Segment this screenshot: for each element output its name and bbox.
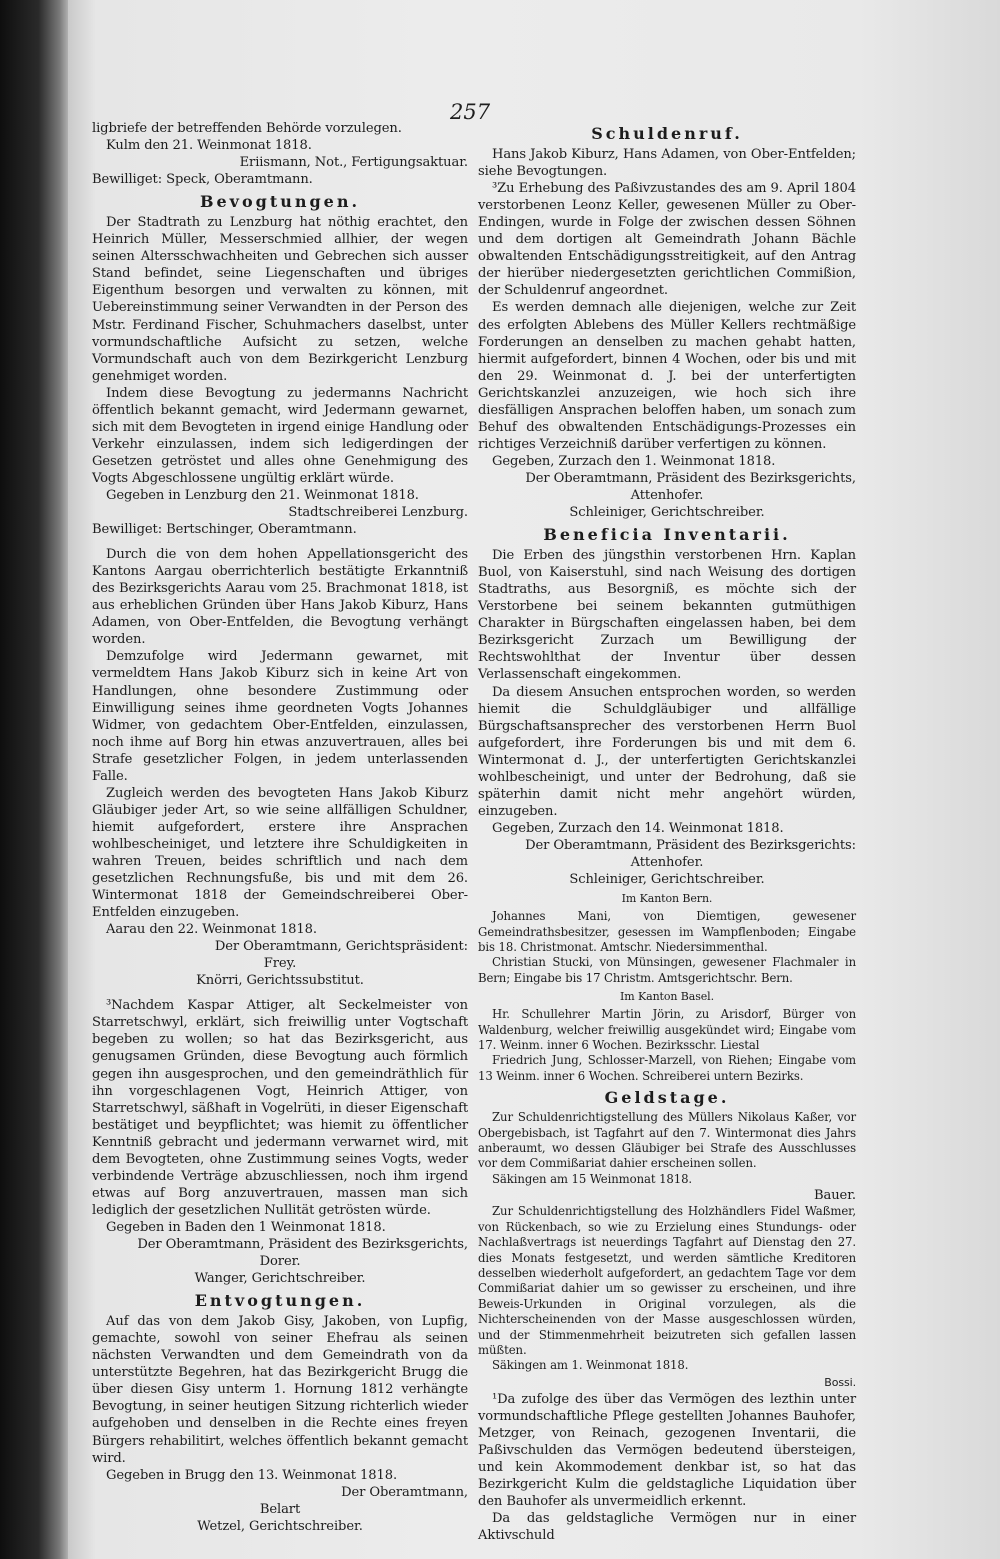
- text-line: ligbriefe der betreffenden Behörde vorzulegen.: [92, 121, 402, 136]
- notice-entry: Johannes Mani, von Diemtigen, gewesener Gemeindrathsbesitzer, gesessen im Wampflenboden; Eingabe bis 18. Christmonat. Amtschr. Niedersimmenthal.: [478, 909, 856, 954]
- notice-entry: Säkingen am 15 Weinmonat 1818.: [492, 1171, 693, 1186]
- spacer: [92, 538, 468, 546]
- paragraph: Auf das von dem Jakob Gisy, Jakoben, von Lupfig, gemachte, sowohl von seiner Ehefrau als seinen nächsten Verwandten und dem Gemeindrath von da unterstützte Begehren, hat das Bezirkgericht Brugg die über diesen Gisy unterm 1. Hornung 1812 verhängte Bevogtung, in seiner heutigen Sitzung richterlich wieder aufgehoben und denselben in die Rechte eines freyen Bürgers rehabilitirt, welches öffentlich bekannt gemacht wird.: [92, 1314, 468, 1466]
- paragraph: Gegeben, Zurzach den 1. Weinmonat 1818.: [492, 453, 776, 469]
- left-column: [92, 120, 468, 1535]
- section-heading: Bevogtungen.: [199, 192, 361, 212]
- notice-entry: Zur Schuldenrichtigstellung des Holzhändlers Fidel Waßmer, von Rückenbach, so wie zu Erzielung eines Stundungs- oder Nachlaßvertrags ist neuerdings Tagfahrt auf Dienstag den 27. dies Monats festgesetzt, und werden sämtliche Kreditoren desselben wiederholt aufgefordert, an gedachtem Tage vor dem Commißariat dahier um so gewisser zu erscheinen, und ihre Beweis-Urkunden in Original vorzulegen, als die Nichterscheinenden von der Masse ausgeschlossen würden, und der Stimmenmehrheit beizutreten sich gefallen lassen müßten.: [478, 1204, 856, 1357]
- paragraph: Gegeben in Brugg den 13. Weinmonat 1818.: [106, 1467, 398, 1483]
- section-heading: Schuldenruf.: [591, 124, 743, 143]
- signature-line: Dorer.: [259, 1254, 301, 1270]
- notice-entry: Hr. Schullehrer Martin Jörin, zu Arisdorf, Bürger von Waldenburg, welcher freiwillig ausgekündet wird; Eingabe vom 17. Weinm. inner 6 Wochen. Bezirksschr. Liestal: [478, 1007, 856, 1052]
- right-column: [478, 120, 856, 1544]
- page-number: 257: [450, 100, 491, 124]
- signature-line: Frey.: [263, 956, 297, 972]
- signature-line: Attenhofer.: [630, 854, 704, 870]
- section-heading: Geldstage.: [604, 1088, 730, 1108]
- paragraph: Da diesem Ansuchen entsprochen worden, so werden hiemit die Schuldgläubiger und allfällige Bürgschaftsansprecher des verstorbenen Herrn Buol aufgefordert, ihre Forderungen bis und mit dem 6. Wintermonat d. J., der unterfertigten Gerichtskanzlei wohlbescheinigt, und unter der Bedrohung, daß sie späterhin damit nicht mehr angehört würden, einzugeben.: [478, 684, 856, 819]
- paragraph: Gegeben, Zurzach den 14. Weinmonat 1818.: [492, 820, 784, 836]
- paragraph: ³Zu Erhebung des Paßivzustandes des am 9. April 1804 verstorbenen Leonz Keller, gewesenen Müller zu Ober-Endingen, wurde in Folge der zwischen dessen Söhnen und dem dortigen alt Gemeindrath Johann Bächle obwaltenden Entschädigungsstreitigkeit, auf den Antrag der hierüber niedergesetzten gerichtlichen Commißion, der Schuldenruf angeordnet.: [478, 181, 856, 299]
- signature-line: Eriismann, Not., Fertigungsaktuar.: [239, 155, 468, 171]
- signature-line: Attenhofer.: [630, 487, 704, 503]
- paragraph: Die Erben des jüngsthin verstorbenen Hrn. Kaplan Buol, von Kaiserstuhl, sind nach Weisung des dortigen Stadtraths, aus Besorgniß, es möchte sich der Verstorbene bei seinem bekannten gutmüthigen Charakter in Bürgschaften eingelassen haben, bei dem Bezirksgericht Zurzach um Bewilligung der Rechtswohlthat der Inventur über dessen Verlassenschaft eingekommen.: [478, 548, 856, 683]
- paragraph: ³Nachdem Kaspar Attiger, alt Seckelmeister von Starretschwyl, erklärt, sich freiwillig unter Vogtschaft begeben zu wollen; so hat das Bezirksgericht, aus genugsamen Gründen, diese Bevogtung auch förmlich gegen ihn ausgesprochen, und den gemeindräthlich für ihn vorgeschlagenen Vogt, Heinrich Attiger, von Starretschwyl, säßhaft in Vogelrüti, in dieser Eigenschaft bestätiget und beypflichtet; was hiemit zu öffentlicher Kenntniß gebracht und jedermann verwarnet wird, mit dem Bevogteten, ohne Zustimmung seines Vogts, weder verbindende Verträge abzuschliessen, noch ihm irgend etwas auf Borg anzuvertrauen, massen man sich lediglich der gesetzlichen Nullität getrösten würde.: [92, 998, 468, 1218]
- signature-line: Belart: [259, 1501, 301, 1517]
- paragraph: Gegeben in Baden den 1 Weinmonat 1818.: [106, 1219, 386, 1235]
- section-heading: Entvogtungen.: [194, 1291, 366, 1311]
- signature-line: Der Oberamtmann, Gerichtspräsident:: [214, 939, 468, 955]
- notice-entry: Friedrich Jung, Schlosser-Marzell, von Riehen; Eingabe vom 13 Weinm. inner 6 Wochen. Schreiberei untern Bezirks.: [478, 1053, 856, 1083]
- signature-line: Der Oberamtmann, Präsident des Bezirksgerichts,: [137, 1237, 468, 1252]
- signature-line: Schleiniger, Gerichtschreiber.: [569, 872, 765, 888]
- paragraph: Hans Jakob Kiburz, Hans Adamen, von Ober-Entfelden; siehe Bevogtungen.: [478, 147, 856, 180]
- paragraph: Demzufolge wird Jedermann gewarnet, mit vermeldtem Hans Jakob Kiburz sich in keine Art von Handlungen, ohne besondere Zustimmung oder Einwilligung seines ihme geordneten Vogts Johannes Widmer, von gedachtem Ober-Entfelden, einzulassen, noch ihme auf Borg hin etwas anzuvertrauen, alles bei Strafe gesetzlicher Folgen, in jedem unterlassenden Falle.: [92, 649, 468, 784]
- spacer: [92, 989, 468, 997]
- signature-line: Der Oberamtmann, Präsident des Bezirksgerichts,: [525, 470, 856, 486]
- signature-line: Bauer.: [814, 1188, 856, 1204]
- notice-entry: Zur Schuldenrichtigstellung des Müllers Nikolaus Kaßer, vor Obergebisbach, ist Tagfahrt auf den 7. Wintermonat dies Jahrs anberaumt, wo dessen Gläubiger bei Strafe des Ausschlusses vor dem Commißariat dahier erscheinen sollen.: [478, 1110, 856, 1171]
- text-line: Bewilliget: Speck, Oberamtmann.: [92, 172, 313, 188]
- signature-line: Wetzel, Gerichtschreiber.: [197, 1518, 363, 1534]
- signature-line: Knörri, Gerichtssubstitut.: [196, 973, 364, 989]
- notice-entry: Christian Stucki, von Münsingen, gewesener Flachmaler in Bern; Eingabe bis 17 Christm. Amtsgerichtschr. Bern.: [478, 955, 856, 985]
- paragraph: Durch die von dem hohen Appellationsgericht des Kantons Aargau oberrichterlich bestätigte Erkanntniß des Bezirksgerichts Aarau vom 25. Brachmonat 1818, ist aus erheblichen Gründen über Hans Jakob Kiburz, Hans Adamen, von Ober-Entfelden, die Bevogtung verhängt worden.: [92, 547, 468, 648]
- paragraph: Da das geldstagliche Vermögen nur in einer Aktivschuld: [478, 1511, 856, 1544]
- paragraph: ¹Da zufolge des über das Vermögen des lezthin unter vormundschaftliche Pflege gestellten Johannes Bauhofer, Metzger, von Reinach, gezogenen Inventarii, die Paßivschulden das Vermögen bedeutend übersteigen, und kein Akommodement denkbar ist, so hat das Bezirkgericht Kulm die geldstagliche Liquidation über den Bauhofer als unvermeidlich erkennt.: [478, 1391, 856, 1510]
- paragraph: Aarau den 22. Weinmonat 1818.: [106, 922, 317, 938]
- signature-line: Wanger, Gerichtschreiber.: [194, 1271, 366, 1287]
- binding-edge: [0, 0, 70, 1559]
- notice-entry: Säkingen am 1. Weinmonat 1818.: [492, 1358, 689, 1373]
- paragraph: Kulm den 21. Weinmonat 1818.: [106, 138, 312, 154]
- paragraph: Zugleich werden des bevogteten Hans Jakob Kiburz Gläubiger jeder Art, so wie seine allfälligen Schuldner, hiemit aufgefordert, erstere ihre Ansprachen wohlbescheiniget, und letztere ihre Schuldigkeiten in wahren Treuen, beides schriftlich und nach dem gesetzlichen Rechnungsfuße, bis und mit dem 26. Wintermonat 1818 der Gemeindschreiberei Ober-Entfelden einzugeben.: [92, 785, 468, 921]
- signature-line: Der Oberamtmann,: [341, 1484, 468, 1500]
- paragraph: Der Stadtrath zu Lenzburg hat nöthig erachtet, den Heinrich Müller, Messerschmied allhier, der wegen seinen Altersschwachheiten und Gebrechen sich ausser Stand befindet, seine Liegenschaften und übriges Eigenthum besorgen und verwalten zu können, mit Uebereinstimmung seiner Verwandten in der Person des Mstr. Ferdinand Fischer, Schuhmachers daselbst, unter vormundschaftliche Aufsicht zu setzen, welche Vormundschaft auch von dem Bezirkgericht Lenzburg genehmiget worden.: [92, 215, 468, 384]
- paragraph: Indem diese Bevogtung zu jedermanns Nachricht öffentlich bekannt gemacht, wird Jedermann gewarnet, sich mit dem Bevogteten in irgend einige Handlung oder Verkehr einzulassen, indem sich ledigerdingen der Gesetzen getröstet und alles ohne Genehmigung des Vogts Abgeschlossene ungültig erklärt würde.: [92, 385, 468, 486]
- paragraph: Es werden demnach alle diejenigen, welche zur Zeit des erfolgten Ablebens des Müller Kellers rechtmäßige Forderungen an denselben zu machen gehabt hatten, hiermit aufgefordert, binnen 4 Wochen, oder bis und mit den 29. Weinmonat d. J. bei der unterfertigten Gerichtskanzlei anzuzeigen, wie hoch sich ihre diesfälligen Ansprachen beloffen haben, um sonach zum Behuf des obwaltenden Entschädigungs-Prozesses ein richtiges Verzeichniß darüber verfertigen zu können.: [478, 300, 856, 452]
- text-line: Bewilliget: Bertschinger, Oberamtmann.: [92, 522, 357, 538]
- paragraph: Gegeben in Lenzburg den 21. Weinmonat 1818.: [106, 487, 419, 503]
- section-heading: Beneficia Inventarii.: [543, 525, 791, 545]
- signature-line: Stadtschreiberei Lenzburg.: [288, 505, 468, 521]
- canton-subheading: Im Kanton Bern.: [621, 892, 713, 906]
- canton-subheading: Im Kanton Basel.: [620, 990, 714, 1004]
- signature-line: Der Oberamtmann, Präsident des Bezirksgerichts:: [525, 837, 856, 853]
- signature-line: Schleiniger, Gerichtschreiber.: [569, 505, 765, 521]
- signature-line: Bossi.: [824, 1375, 856, 1389]
